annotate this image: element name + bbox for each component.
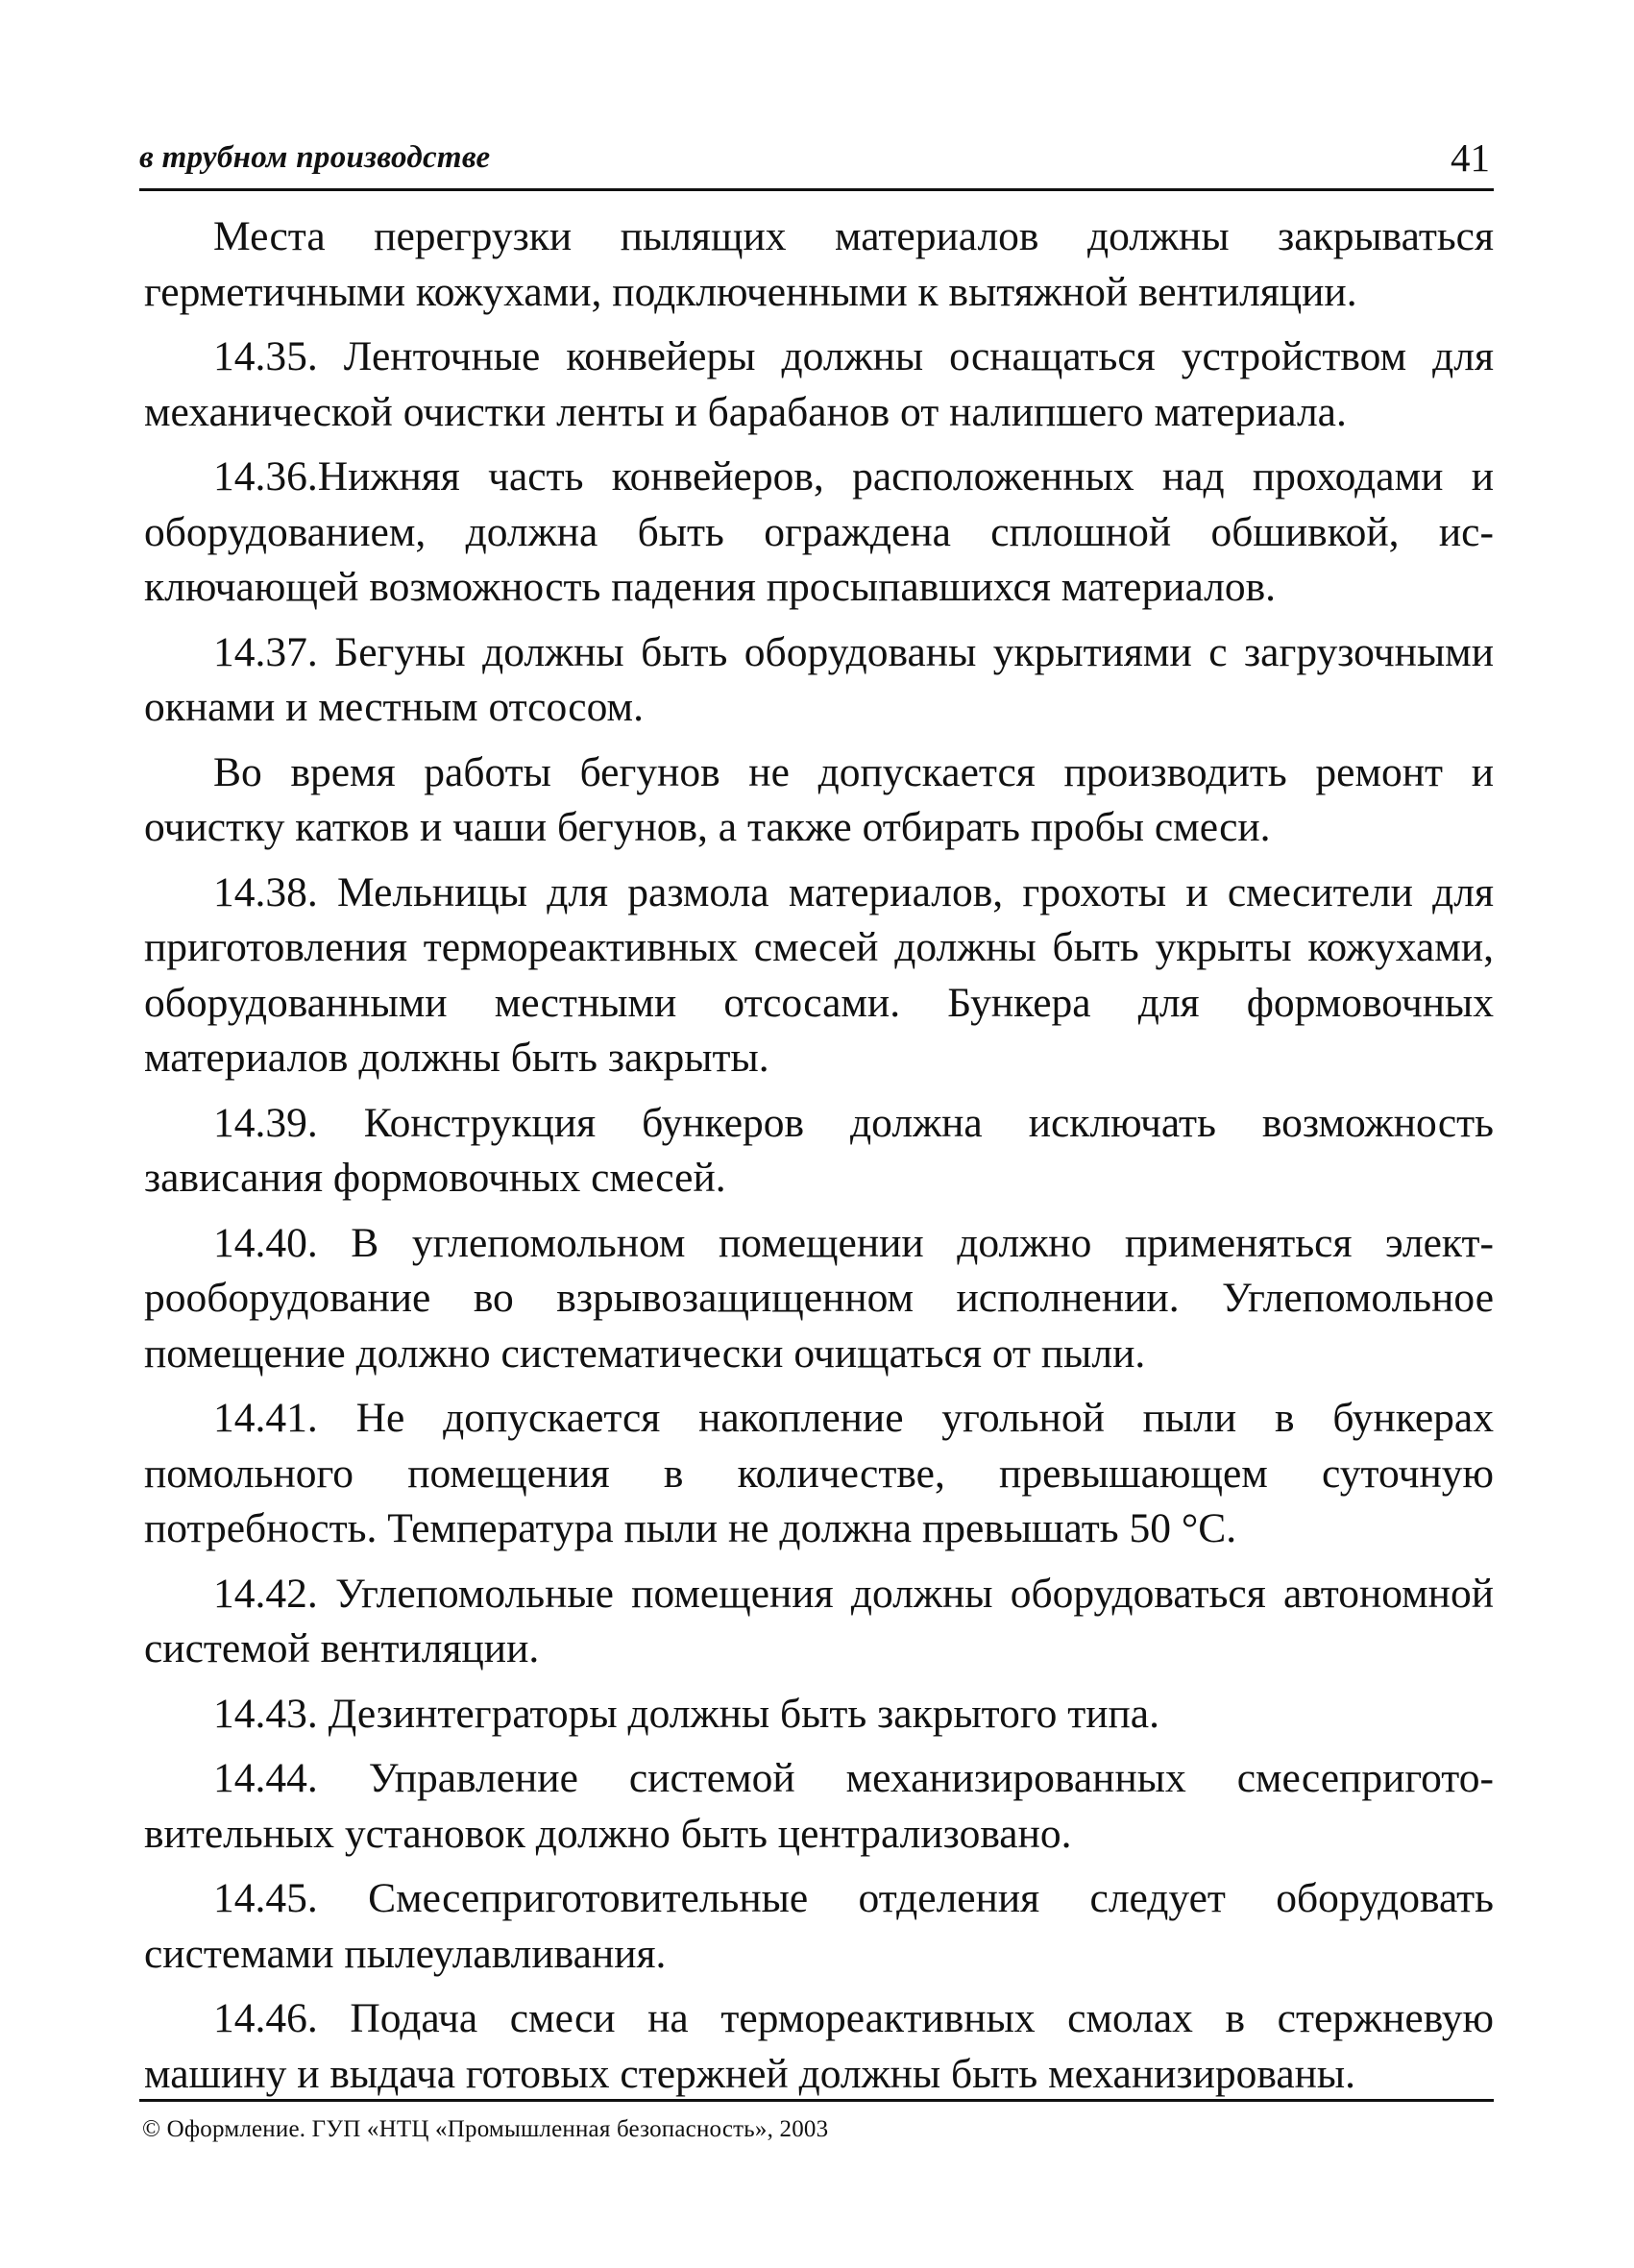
copyright-footer: © Оформление. ГУП «НТЦ «Промышленная безопасность», 2003 [142,2116,829,2142]
running-header [139,134,1494,191]
paragraph-14-43: 14.43. Дезинтеграторы должны быть закрытого типа. [213,1690,1159,1737]
paragraph-runners-repair: Во время работы бегунов не допускается производить ремонт и очистку катков и чаши бегунов, а также отбирать пробы смеси. [144,748,1494,850]
paragraph-14-45: 14.45. Смесеприготовительные отделения следует оборудовать системами пылеулавливания. [144,1875,1494,1977]
paragraph-14-44: 14.44. Управление системой механизированных смесеприготовительных установок должно быть централизовано. [144,1755,1494,1857]
paragraph-14-36: 14.36.Нижняя часть конвейеров, расположенных над проходами и оборудованием, должна быть ограждена сплошной обшивкой, исключающей возможность падения просыпавшихся материалов. [144,453,1494,610]
paragraph-dust-transfer: Места перегрузки пылящих материалов должны закрываться герметичными кожухами, подключенными к вытяжной вентиляции. [144,213,1494,315]
paragraph-14-41: 14.41. Не допускается накопление угольной пыли в бункерах помольного помещения в количестве, превышающем суточную потребность. Температура пыли не должна превышать 50 °С. [144,1395,1494,1551]
paragraph-14-38: 14.38. Мельницы для размола материалов, грохоты и смесители для приготовления термореактивных смесей должны быть укрыты кожухами, оборудованными местными отсосами. Бункера для формовочных материалов должны быть закрыты. [144,868,1494,1081]
paragraph-14-46: 14.46. Подача смеси на термореактивных смолах в стержневую машину и выдача готовых стержней должны быть механизированы. [144,1995,1494,2097]
paragraph-14-42: 14.42. Углепомольные помещения должны оборудоваться автономной системой вентиляции. [144,1570,1494,1671]
page-number: 41 [1451,135,1490,180]
running-title: в трубном производстве [139,140,491,175]
paragraph-14-40: 14.40. В углепомольном помещении должно применяться электрооборудование во взрывозащищенном исполнении. Углепомольное помещение должно систематически очищаться от пыли. [144,1219,1494,1377]
paragraph-14-39: 14.39. Конструкция бункеров должна исключать возможность зависания формовочных смесей. [144,1099,1494,1201]
paragraph-14-37: 14.37. Бегуны должны быть оборудованы укрытиями с загрузочными окнами и местным отсосом. [144,628,1494,730]
footer-divider [139,2099,1494,2102]
paragraph-14-35: 14.35. Ленточные конвейеры должны оснащаться устройством для механической очистки ленты и барабанов от налипшего материала. [144,333,1494,435]
page-body [144,209,1494,2111]
